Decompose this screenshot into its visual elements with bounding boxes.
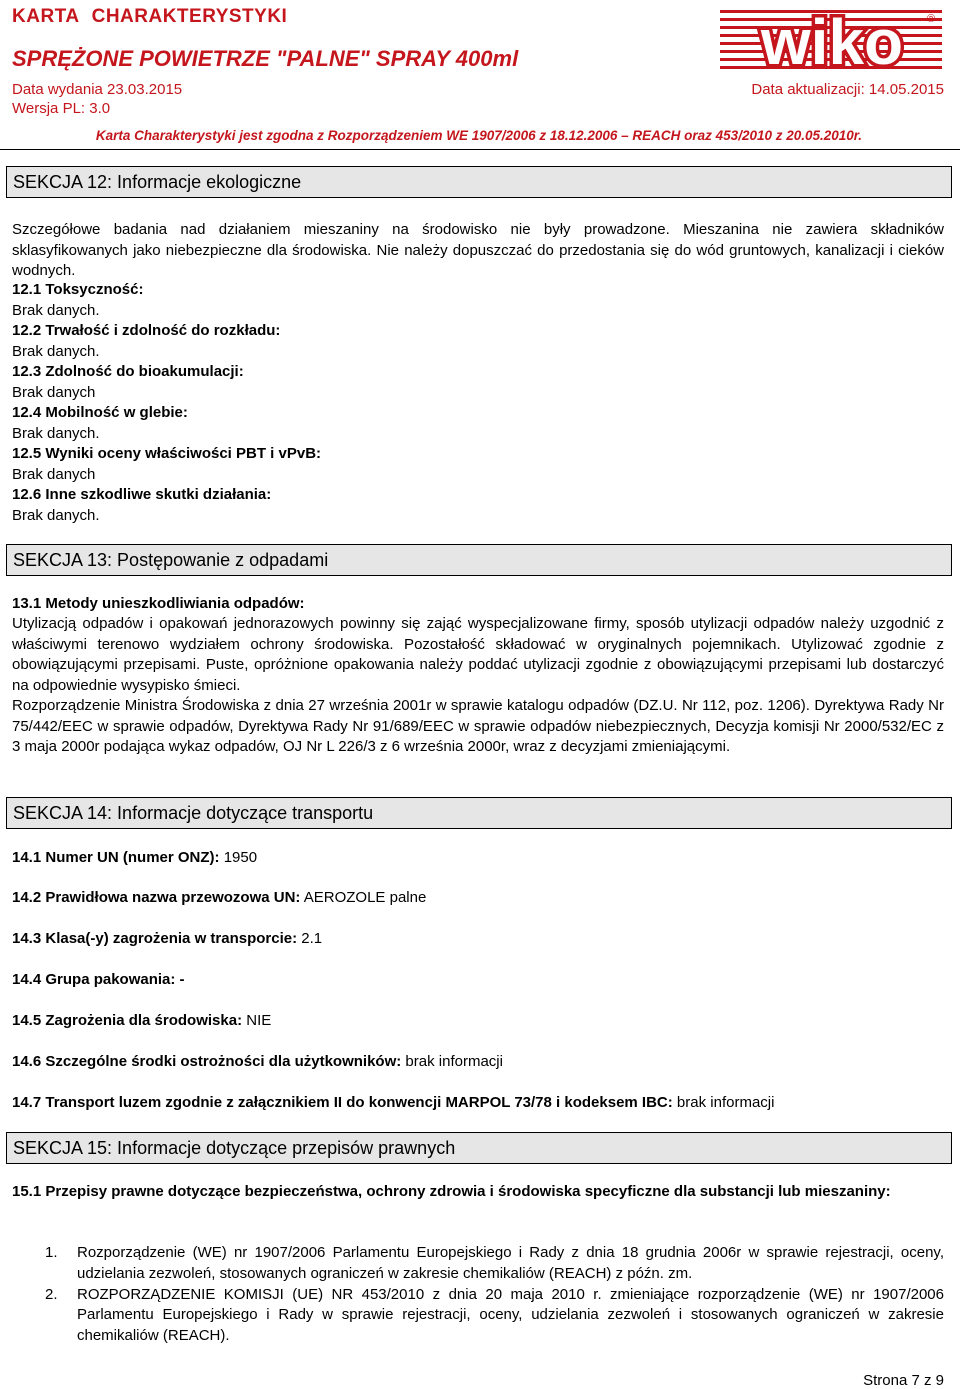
transport-label: 14.5 Zagrożenia dla środowiska: <box>12 1012 243 1029</box>
page-number: Strona 7 z 9 <box>863 1372 944 1389</box>
transport-value: NIE <box>242 1012 272 1029</box>
regulation-number: 1. <box>45 1244 58 1261</box>
transport-item-14-6 <box>12 1052 948 1072</box>
section-12-2-value: Brak danych. <box>12 343 100 360</box>
section-12-title: SEKCJA 12: Informacje ekologiczne <box>6 166 952 198</box>
transport-item-14-5 <box>12 1011 948 1031</box>
transport-item-14-3 <box>12 929 948 949</box>
issue-date: Data wydania 23.03.2015 <box>12 81 183 98</box>
transport-label: 14.4 Grupa pakowania: - <box>12 971 185 988</box>
transport-value: brak informacji <box>672 1094 775 1111</box>
section-12-6-value: Brak danych. <box>12 507 100 524</box>
header-divider <box>0 149 960 150</box>
date-row <box>12 81 944 99</box>
transport-label: 14.3 Klasa(-y) zagrożenia w transporcie: <box>12 930 298 947</box>
section-12-3-heading: 12.3 Zdolność do bioakumulacji: <box>12 363 244 380</box>
update-date: Data aktualizacji: 14.05.2015 <box>751 81 944 98</box>
transport-value: AEROZOLE palne <box>300 889 427 906</box>
regulation-text: ROZPORZĄDZENIE KOMISJI (UE) NR 453/2010 z dnia 20 maja 2010 r. zmieniające rozporządzenie (WE) nr 1907/2006 Parlamentu Europejskiego i Rady w sprawie rejestracji, oceny, udzielania zezwoleń i stosowanych ograniczeń w zakresie chemikaliów (REACH). <box>77 1285 944 1345</box>
document-header <box>12 4 712 74</box>
registered-mark: ® <box>926 13 936 25</box>
section-12-intro: Szczegółowe badania nad działaniem mieszaniny na środowisko nie były prowadzone. Mieszanina nie zawiera składników sklasyfikowanych jako niebezpieczne dla środowiska. Nie należy dopuszczać do przedostania się do wód gruntowych, kanalizacji i cieków wodnych. <box>12 221 944 279</box>
section-12-4-value: Brak danych. <box>12 425 100 442</box>
section-12-1-value: Brak danych. <box>12 302 100 319</box>
section-12-3-value: Brak danych <box>12 384 96 401</box>
section-13-paragraph-1: Utylizacją odpadów i opakowań jednorazowych powinny się zająć wyspecjalizowane firmy, sposób utylizacji odpadów należy uzgodnić z właściwymi terenowo wydziałem ochrony środowiska. Pozostałość składować w oryginalnych pojemnikach. Utylizować zgodnie z obowiązującymi przepisami. Puste, opróżnione opakowania należy poddać utylizacji zgodnie z obowiązującymi przepisami lub dostarczyć na odpowiednie wysypisko śmieci. <box>12 615 944 694</box>
transport-value: brak informacji <box>401 1053 503 1070</box>
section-14-title: SEKCJA 14: Informacje dotyczące transportu <box>6 797 952 829</box>
regulation-list <box>12 1243 944 1347</box>
transport-label: 14.7 Transport luzem zgodnie z załącznikiem II do konwencji MARPOL 73/78 i kodeksem IBC: <box>12 1094 673 1111</box>
regulation-item <box>12 1243 944 1285</box>
wiko-logo <box>720 2 942 76</box>
compliance-statement: Karta Charakterystyki jest zgodna z Rozporządzeniem WE 1907/2006 z 18.12.2006 – REACH oraz 453/2010 z 20.05.2010r. <box>95 128 863 143</box>
section-15-1-heading: 15.1 Przepisy prawne dotyczące bezpieczeństwa, ochrony zdrowia i środowiska specyficzne dla substancji lub mieszaniny: <box>12 1183 891 1200</box>
transport-item-14-2 <box>12 888 948 908</box>
section-15-title: SEKCJA 15: Informacje dotyczące przepisów prawnych <box>6 1132 952 1164</box>
transport-label: 14.1 Numer UN (numer ONZ): <box>12 849 220 866</box>
section-12-6-heading: 12.6 Inne szkodliwe skutki działania: <box>12 486 272 503</box>
document-type <box>12 4 712 30</box>
section-12-1-heading: 12.1 Toksyczność: <box>12 281 144 298</box>
regulation-number: 2. <box>45 1285 58 1303</box>
product-name: SPRĘŻONE POWIETRZE "PALNE" SPRAY 400ml <box>12 46 519 71</box>
transport-value: 2.1 <box>297 930 323 947</box>
section-13-paragraph-2: Rozporządzenie Ministra Środowiska z dnia 27 września 2001r w sprawie katalogu odpadów (DZ.U. Nr 112, poz. 1206). Dyrektywa Rady Nr 75/442/EEC w sprawie odpadów, Dyrektywa Rady Nr 91/689/EEC w sprawie odpadów niebezpiecznych, Decyzja komisji Nr 2000/532/EC z 3 maja 2000r podająca wykaz odpadów, OJ Nr L 226/3 z 6 września 2000r, wraz z decyzjami zmieniającymi. <box>12 697 944 755</box>
section-12-5-heading: 12.5 Wyniki oceny właściwości PBT i vPvB: <box>12 445 322 462</box>
transport-item-14-7 <box>12 1093 948 1113</box>
section-12-5-value: Brak danych <box>12 466 96 483</box>
section-12-2-heading: 12.2 Trwałość i zdolność do rozkładu: <box>12 322 281 339</box>
section-13-1-heading: 13.1 Metody unieszkodliwiania odpadów: <box>12 595 305 612</box>
transport-label: 14.6 Szczególne środki ostrożności dla użytkowników: <box>12 1053 402 1070</box>
document-type-part1: KARTA <box>12 6 80 27</box>
transport-value: 1950 <box>219 849 258 866</box>
regulation-text: Rozporządzenie (WE) nr 1907/2006 Parlamentu Europejskiego i Rady z dnia 18 grudnia 2006r w sprawie rejestracji, oceny, udzielania zezwoleń, stosowanych ograniczeń w zakresie chemikaliów (REACH) z późn. zm. <box>77 1244 944 1282</box>
document-type-part2: CHARAKTERYSTYKI <box>91 6 288 27</box>
regulation-item <box>12 1285 944 1347</box>
section-12-4-heading: 12.4 Mobilność w glebie: <box>12 404 188 421</box>
section-13-title: SEKCJA 13: Postępowanie z odpadami <box>6 544 952 576</box>
transport-item-14-4 <box>12 970 948 990</box>
logo-wordmark: wiko <box>760 6 904 76</box>
transport-label: 14.2 Prawidłowa nazwa przewozowa UN: <box>12 889 301 906</box>
transport-item-14-1 <box>12 848 948 868</box>
version-label: Wersja PL: 3.0 <box>12 100 111 117</box>
